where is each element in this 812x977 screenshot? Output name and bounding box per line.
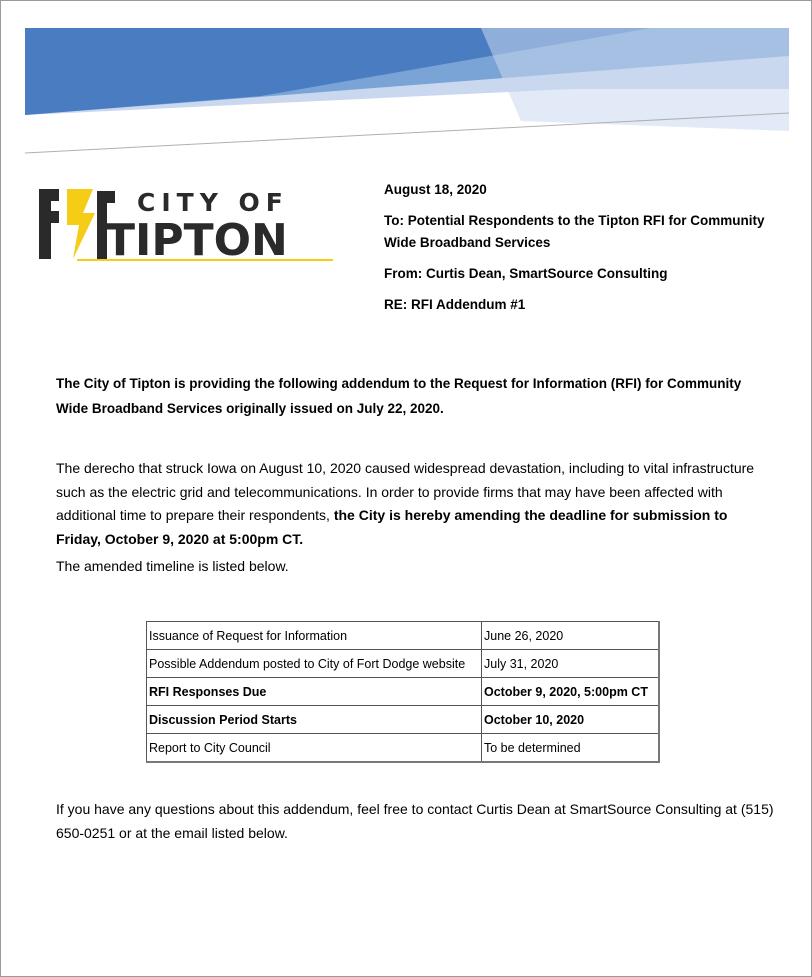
intro-paragraph: The City of Tipton is providing the following addendum to the Request for Information (RFI) for Community Wide Broadband Services originally issued on July 22, 2020. <box>56 376 742 416</box>
header-banner <box>1 1 811 171</box>
table-row <box>147 706 660 734</box>
timeline-note: The amended timeline is listed below. <box>56 558 289 574</box>
timeline-date: October 9, 2020, 5:00pm CT <box>482 678 660 706</box>
memo-from: From: Curtis Dean, SmartSource Consulting <box>384 266 668 281</box>
memo-re: RE: RFI Addendum #1 <box>384 297 526 312</box>
derecho-paragraph-text: The derecho that struck Iowa on August 10, 2020 caused widespread devastation, including to vital infrastructure such as the electric grid and telecommunications. In order to provide firms that may have been affected with additional time to prepare their respondents, <box>56 460 755 523</box>
deadline-amendment-text: the City is hereby amending the deadline for submission to Friday, October 9, 2020 at 5:00pm CT. <box>56 507 728 547</box>
table-row <box>147 734 660 763</box>
timeline-date: October 10, 2020 <box>482 706 660 734</box>
timeline-date: July 31, 2020 <box>482 650 660 678</box>
timeline-date: To be determined <box>482 734 660 763</box>
closing-paragraph: If you have any questions about this addendum, feel free to contact Curtis Dean at SmartSource Consulting at (515) 650-0251 or at the email listed below. <box>56 801 774 841</box>
logo-line1: CITY OF <box>137 188 289 217</box>
memo-to: To: Potential Respondents to the Tipton RFI for Community Wide Broadband Services <box>384 213 765 250</box>
timeline-date: June 26, 2020 <box>482 622 660 650</box>
timeline-event: Discussion Period Starts <box>147 706 482 734</box>
table-row <box>147 622 660 650</box>
memo-header <box>384 179 794 325</box>
memo-date: August 18, 2020 <box>384 182 487 197</box>
city-of-tipton-logo <box>37 183 337 265</box>
logo-line2: TIPTON <box>105 215 288 265</box>
timeline-event: RFI Responses Due <box>147 678 482 706</box>
timeline-event: Report to City Council <box>147 734 482 763</box>
derecho-paragraph <box>56 457 776 551</box>
table-row <box>147 650 660 678</box>
table-row <box>147 678 660 706</box>
timeline-event: Possible Addendum posted to City of Fort Dodge website <box>147 650 482 678</box>
timeline-event: Issuance of Request for Information <box>147 622 482 650</box>
timeline-table <box>146 621 660 763</box>
